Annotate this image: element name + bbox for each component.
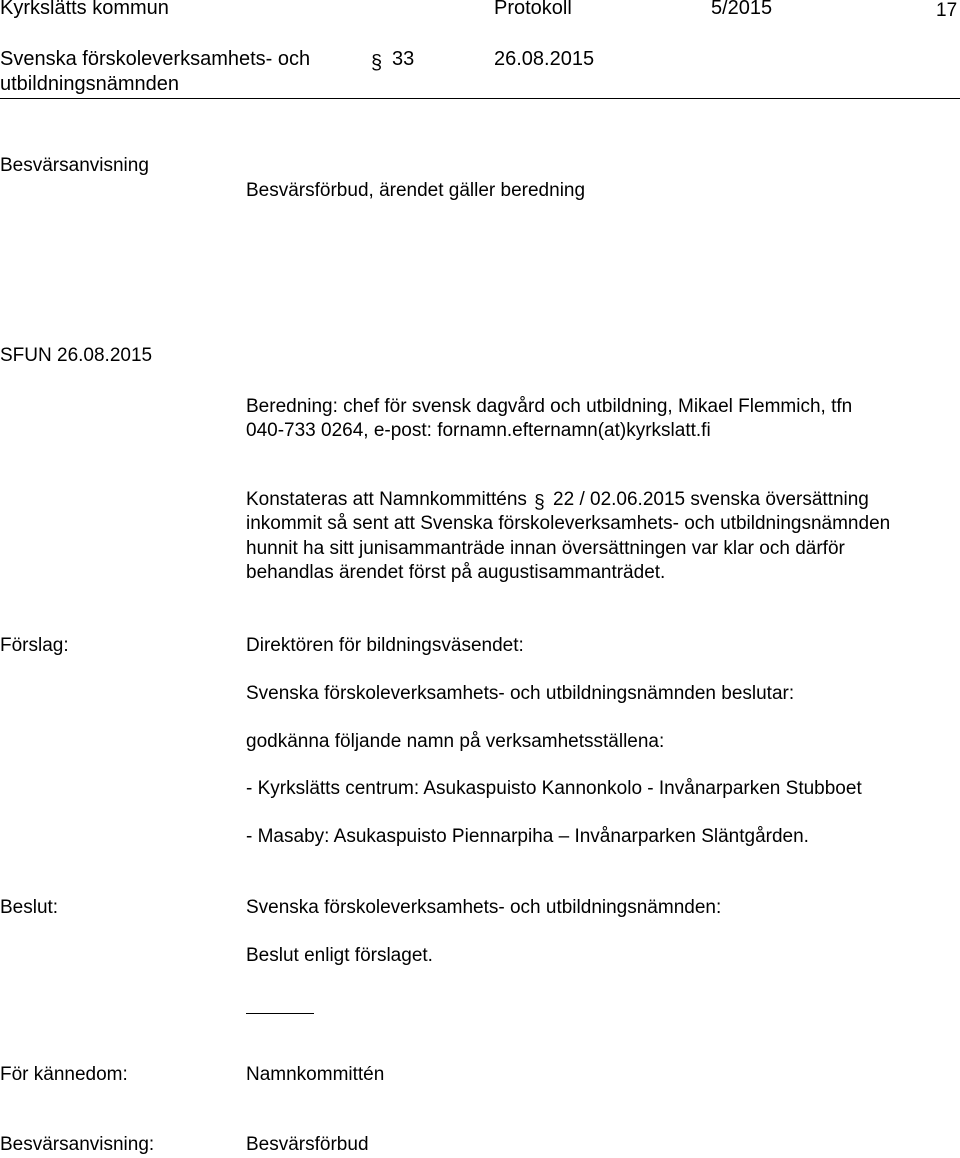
section-symbol: § xyxy=(371,52,383,74)
proposal-line2: Svenska förskoleverksamhets- och utbildningsnämnden beslutar: xyxy=(246,683,795,704)
protocol-number: 5/2015 xyxy=(711,0,773,19)
document-type: Protokoll xyxy=(494,0,572,19)
for-information-label: För kännedom: xyxy=(0,1064,128,1085)
decision-label: Beslut: xyxy=(0,897,59,918)
for-information-value: Namnkommittén xyxy=(246,1064,385,1085)
statement-line2: inkommit så sent att Svenska förskoleverksamhets- och utbildningsnämnden xyxy=(246,513,891,534)
appeal-label-bottom: Besvärsanvisning: xyxy=(0,1134,155,1155)
appeal-label-top: Besvärsanvisning xyxy=(0,155,149,176)
section-number: 33 xyxy=(392,48,415,70)
statement-line1 xyxy=(246,488,869,512)
preparation-line1: Beredning: chef för svensk dagvård och utbildning, Mikael Flemmich, tfn xyxy=(246,396,853,417)
meeting-date: 26.08.2015 xyxy=(494,48,595,70)
proposal-line4: - Kyrkslätts centrum: Asukaspuisto Kannonkolo - Invånarparken Stubboet xyxy=(246,778,862,799)
statement-line1-start: Konstateras att Namnkommitténs xyxy=(246,489,527,510)
decision-line1: Svenska förskoleverksamhets- och utbildningsnämnden: xyxy=(246,897,722,918)
proposal-label: Förslag: xyxy=(0,635,69,656)
proposal-line3: godkänna följande namn på verksamhetsställena: xyxy=(246,731,665,752)
committee-name-line2: utbildningsnämnden xyxy=(0,73,180,95)
statement-line1-end: 22 / 02.06.2015 svenska översättning xyxy=(553,489,869,510)
statement-line4: behandlas ärendet först på augustisammanträdet. xyxy=(246,562,666,583)
appeal-text-top: Besvärsförbud, ärendet gäller beredning xyxy=(246,180,586,201)
committee-name-line1: Svenska förskoleverksamhets- och xyxy=(0,48,311,70)
proposal-line5: - Masaby: Asukaspuisto Piennarpiha – Invånarparken Släntgården. xyxy=(246,826,809,847)
separator-line xyxy=(246,1013,314,1014)
municipality-name: Kyrkslätts kommun xyxy=(0,0,169,19)
preparation-line2: 040-733 0264, e-post: fornamn.efternamn(at)kyrkslatt.fi xyxy=(246,420,711,441)
page-number: 17 xyxy=(936,0,958,21)
decision-line2: Beslut enligt förslaget. xyxy=(246,945,433,966)
meeting-label: SFUN 26.08.2015 xyxy=(0,345,153,366)
statement-section-symbol: § xyxy=(534,492,545,513)
appeal-value-bottom: Besvärsförbud xyxy=(246,1134,369,1155)
statement-line3: hunnit ha sitt junisammanträde innan översättningen var klar och därför xyxy=(246,538,845,559)
proposal-line1: Direktören för bildningsväsendet: xyxy=(246,635,524,656)
header-divider xyxy=(0,98,960,99)
